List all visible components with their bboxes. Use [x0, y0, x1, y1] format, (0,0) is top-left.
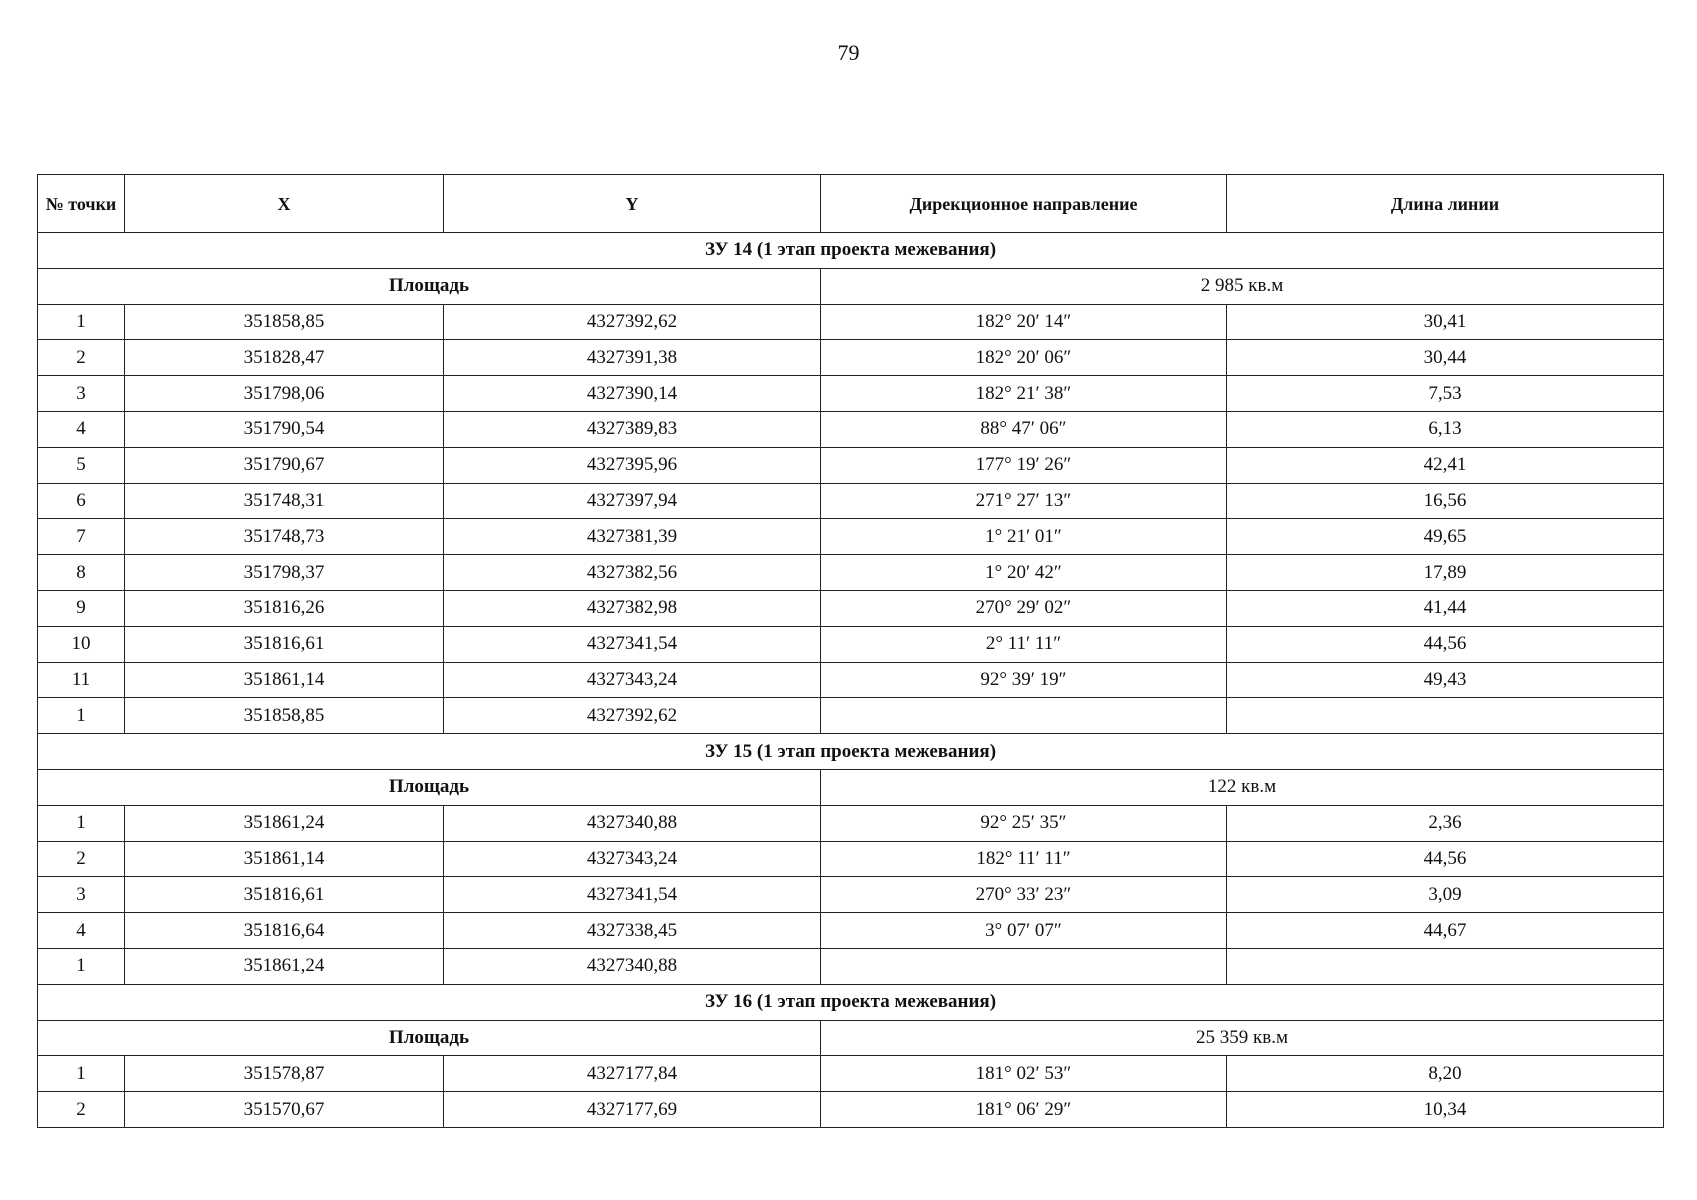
table-row: [38, 1092, 1664, 1128]
cell-direction: 3° 07′ 07″: [821, 913, 1227, 949]
cell-direction: 271° 27′ 13″: [821, 483, 1227, 519]
cell-point-number: 3: [38, 376, 125, 412]
table-row: [38, 519, 1664, 555]
coordinates-table: [37, 174, 1664, 1128]
cell-x: 351790,54: [125, 411, 444, 447]
cell-y: 4327389,83: [444, 411, 821, 447]
area-label: Площадь: [38, 769, 821, 805]
cell-y: 4327338,45: [444, 913, 821, 949]
table-row: [38, 913, 1664, 949]
cell-x: 351861,24: [125, 948, 444, 984]
cell-x: 351790,67: [125, 447, 444, 483]
cell-x: 351816,64: [125, 913, 444, 949]
cell-point-number: 2: [38, 340, 125, 376]
header-line-length: Длина линии: [1227, 175, 1664, 233]
area-label: Площадь: [38, 1020, 821, 1056]
cell-line-length: 7,53: [1227, 376, 1664, 412]
table-row: [38, 340, 1664, 376]
cell-y: 4327392,62: [444, 304, 821, 340]
cell-y: 4327382,98: [444, 590, 821, 626]
cell-point-number: 3: [38, 877, 125, 913]
cell-direction: 92° 39′ 19″: [821, 662, 1227, 698]
table-row: [38, 877, 1664, 913]
cell-x: 351798,06: [125, 376, 444, 412]
cell-line-length: 10,34: [1227, 1092, 1664, 1128]
cell-y: 4327397,94: [444, 483, 821, 519]
cell-x: 351858,85: [125, 698, 444, 734]
table-row: [38, 590, 1664, 626]
area-value: 2 985 кв.м: [821, 268, 1664, 304]
cell-direction: 88° 47′ 06″: [821, 411, 1227, 447]
cell-direction: 181° 02′ 53″: [821, 1056, 1227, 1092]
cell-line-length: 44,56: [1227, 626, 1664, 662]
cell-direction: 2° 11′ 11″: [821, 626, 1227, 662]
cell-point-number: 7: [38, 519, 125, 555]
cell-y: 4327381,39: [444, 519, 821, 555]
page-number: 79: [837, 40, 860, 65]
cell-y: 4327177,84: [444, 1056, 821, 1092]
cell-y: 4327340,88: [444, 948, 821, 984]
cell-x: 351570,67: [125, 1092, 444, 1128]
area-row: [38, 1020, 1664, 1056]
cell-direction: 177° 19′ 26″: [821, 447, 1227, 483]
table-header-row: [38, 175, 1664, 233]
cell-line-length: 30,44: [1227, 340, 1664, 376]
cell-direction: 92° 25′ 35″: [821, 805, 1227, 841]
section-title-row: [38, 734, 1664, 770]
cell-y: 4327382,56: [444, 555, 821, 591]
section-title: ЗУ 14 (1 этап проекта межевания): [38, 233, 1664, 269]
area-value: 122 кв.м: [821, 769, 1664, 805]
area-label: Площадь: [38, 268, 821, 304]
cell-x: 351816,26: [125, 590, 444, 626]
cell-direction: [821, 948, 1227, 984]
cell-y: 4327340,88: [444, 805, 821, 841]
cell-point-number: 5: [38, 447, 125, 483]
cell-direction: 182° 11′ 11″: [821, 841, 1227, 877]
table-row: [38, 376, 1664, 412]
cell-line-length: 49,43: [1227, 662, 1664, 698]
cell-point-number: 4: [38, 913, 125, 949]
table-body: [38, 233, 1664, 1128]
cell-point-number: 2: [38, 841, 125, 877]
cell-x: 351816,61: [125, 877, 444, 913]
table-row: [38, 698, 1664, 734]
cell-x: 351861,14: [125, 662, 444, 698]
cell-line-length: 16,56: [1227, 483, 1664, 519]
table-row: [38, 841, 1664, 877]
cell-x: 351748,73: [125, 519, 444, 555]
cell-direction: 182° 21′ 38″: [821, 376, 1227, 412]
cell-x: 351858,85: [125, 304, 444, 340]
cell-point-number: 8: [38, 555, 125, 591]
cell-y: 4327391,38: [444, 340, 821, 376]
cell-x: 351578,87: [125, 1056, 444, 1092]
cell-direction: 181° 06′ 29″: [821, 1092, 1227, 1128]
section-title: ЗУ 15 (1 этап проекта межевания): [38, 734, 1664, 770]
cell-line-length: 49,65: [1227, 519, 1664, 555]
section-title-row: [38, 233, 1664, 269]
cell-line-length: 44,67: [1227, 913, 1664, 949]
cell-point-number: 1: [38, 805, 125, 841]
cell-point-number: 1: [38, 304, 125, 340]
table-row: [38, 304, 1664, 340]
cell-point-number: 10: [38, 626, 125, 662]
header-x: X: [125, 175, 444, 233]
cell-x: 351861,24: [125, 805, 444, 841]
table-row: [38, 447, 1664, 483]
cell-x: 351798,37: [125, 555, 444, 591]
cell-direction: 270° 33′ 23″: [821, 877, 1227, 913]
cell-line-length: 2,36: [1227, 805, 1664, 841]
cell-x: 351748,31: [125, 483, 444, 519]
header-point-number: № точки: [38, 175, 125, 233]
header-direction: Дирекционное направление: [821, 175, 1227, 233]
cell-point-number: 4: [38, 411, 125, 447]
cell-y: 4327343,24: [444, 841, 821, 877]
cell-line-length: [1227, 698, 1664, 734]
cell-point-number: 11: [38, 662, 125, 698]
cell-direction: 182° 20′ 06″: [821, 340, 1227, 376]
table-row: [38, 483, 1664, 519]
cell-point-number: 1: [38, 698, 125, 734]
cell-line-length: [1227, 948, 1664, 984]
cell-y: 4327390,14: [444, 376, 821, 412]
cell-point-number: 9: [38, 590, 125, 626]
cell-line-length: 8,20: [1227, 1056, 1664, 1092]
cell-direction: 182° 20′ 14″: [821, 304, 1227, 340]
area-row: [38, 268, 1664, 304]
table-row: [38, 948, 1664, 984]
cell-line-length: 6,13: [1227, 411, 1664, 447]
section-title-row: [38, 984, 1664, 1020]
section-title: ЗУ 16 (1 этап проекта межевания): [38, 984, 1664, 1020]
cell-x: 351861,14: [125, 841, 444, 877]
cell-line-length: 41,44: [1227, 590, 1664, 626]
table-row: [38, 411, 1664, 447]
cell-point-number: 6: [38, 483, 125, 519]
cell-direction: 270° 29′ 02″: [821, 590, 1227, 626]
table-row: [38, 805, 1664, 841]
table-row: [38, 626, 1664, 662]
cell-line-length: 42,41: [1227, 447, 1664, 483]
area-value: 25 359 кв.м: [821, 1020, 1664, 1056]
cell-line-length: 30,41: [1227, 304, 1664, 340]
cell-point-number: 1: [38, 1056, 125, 1092]
cell-y: 4327341,54: [444, 626, 821, 662]
cell-y: 4327343,24: [444, 662, 821, 698]
cell-y: 4327177,69: [444, 1092, 821, 1128]
cell-point-number: 1: [38, 948, 125, 984]
cell-y: 4327341,54: [444, 877, 821, 913]
cell-line-length: 44,56: [1227, 841, 1664, 877]
cell-point-number: 2: [38, 1092, 125, 1128]
table-row: [38, 555, 1664, 591]
cell-direction: [821, 698, 1227, 734]
table-row: [38, 662, 1664, 698]
table-row: [38, 1056, 1664, 1092]
cell-line-length: 17,89: [1227, 555, 1664, 591]
cell-direction: 1° 20′ 42″: [821, 555, 1227, 591]
cell-x: 351816,61: [125, 626, 444, 662]
cell-line-length: 3,09: [1227, 877, 1664, 913]
cell-y: 4327395,96: [444, 447, 821, 483]
cell-x: 351828,47: [125, 340, 444, 376]
cell-y: 4327392,62: [444, 698, 821, 734]
area-row: [38, 769, 1664, 805]
header-y: Y: [444, 175, 821, 233]
cell-direction: 1° 21′ 01″: [821, 519, 1227, 555]
